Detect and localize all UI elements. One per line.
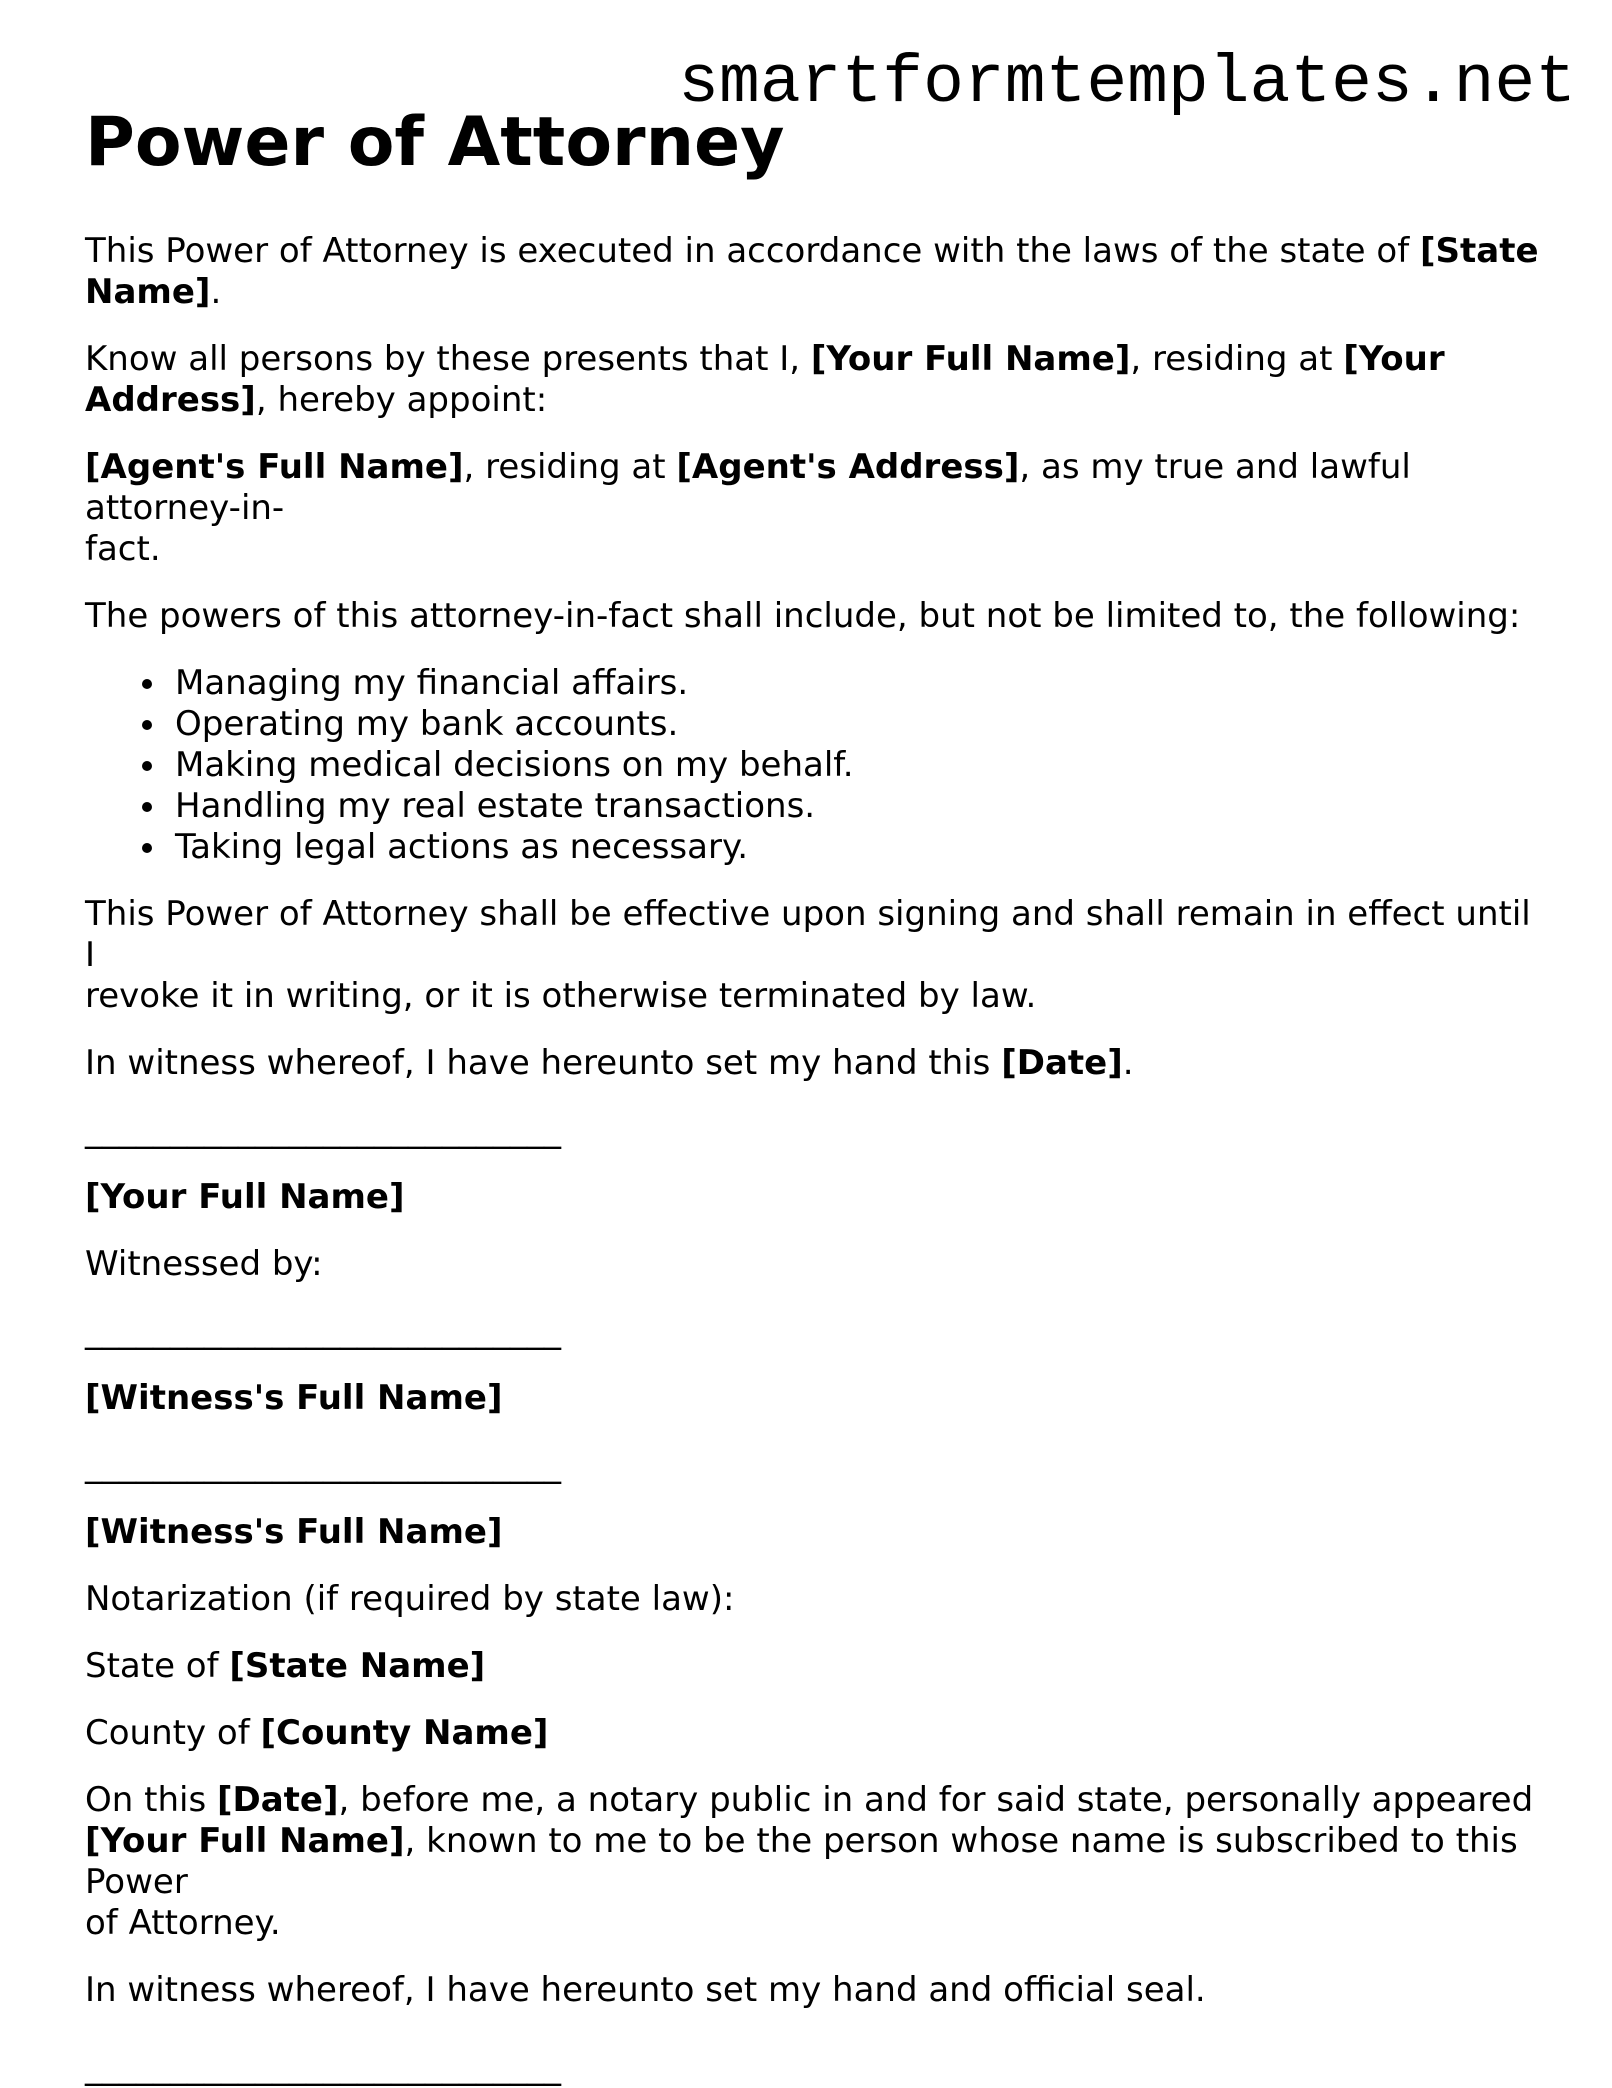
text-run: In witness whereof, I have hereunto set my hand and official seal. [85, 1970, 1206, 2010]
placeholder-field: [Your Full Name] [810, 339, 1131, 379]
notary-signature-line: ____________________________ [85, 2047, 561, 2087]
text-run: , hereby appoint: [255, 380, 548, 420]
placeholder-field: [Witness's Full Name] [85, 1378, 503, 1418]
page-title: Power of Attorney [85, 103, 785, 182]
placeholder-field: [Date] [216, 1780, 339, 1820]
witness2-signature-line: ____________________________ [85, 1445, 561, 1485]
text-run: This Power of Attorney shall be effective upon signing and shall remain in effect until I [85, 894, 1531, 975]
placeholder-field: Name] [85, 272, 211, 312]
powers-intro [85, 596, 1545, 637]
text-run: of Attorney. [85, 1903, 281, 1943]
text-run: This Power of Attorney is executed in accordance with the laws of the state of [85, 231, 1420, 271]
placeholder-field: [Witness's Full Name] [85, 1512, 503, 1552]
placeholder-field: [Your Full Name] [85, 1821, 405, 1861]
list-item: • Taking legal actions as necessary. [169, 827, 1545, 868]
principal-declaration [85, 339, 1545, 421]
text-run: . [1122, 1043, 1134, 1083]
placeholder-field: [Agent's Address] [676, 447, 1020, 487]
notary-county [85, 1713, 1545, 1754]
text-run: County of [85, 1713, 261, 1753]
text-run: State of [85, 1646, 230, 1686]
text-run: , residing at [463, 447, 677, 487]
effective-clause [85, 894, 1545, 1017]
text-run: On this [85, 1780, 217, 1820]
witness-clause [85, 1043, 1545, 1084]
list-item: • Making medical decisions on my behalf. [169, 745, 1545, 786]
placeholder-field: [State [1419, 231, 1539, 271]
text-run: The powers of this attorney-in-fact shall include, but not be limited to, the following: [85, 596, 1521, 636]
text-run: revoke it in writing, or it is otherwise terminated by law. [85, 976, 1037, 1016]
witness2-name-label [85, 1512, 1545, 1553]
text-run: , as my true and lawful attorney-in- [85, 447, 1411, 528]
text-run: , before me, a notary public in and for said state, personally appeared [338, 1780, 1534, 1820]
placeholder-field: [Date] [1001, 1043, 1123, 1083]
text-run: Know all persons by these presents that I, [85, 339, 811, 379]
placeholder-field: [State Name] [229, 1646, 486, 1686]
witness1-name-label [85, 1378, 1545, 1419]
list-item: • Managing my financial affairs. [169, 663, 1545, 704]
notary-seal-clause [85, 1970, 1545, 2011]
intro-governing-law [85, 231, 1545, 313]
agent-appointment [85, 447, 1545, 570]
principal-signature-line: ____________________________ [85, 1110, 561, 1150]
placeholder-field: [Agent's Full Name] [85, 447, 464, 487]
notarization-heading [85, 1579, 1545, 1620]
witness1-signature-line: ____________________________ [85, 1311, 561, 1351]
notary-state [85, 1646, 1545, 1687]
powers-list [85, 663, 1545, 868]
witnessed-by-label [85, 1244, 1545, 1285]
text-run: Witnessed by: [85, 1244, 323, 1284]
principal-name-label [85, 1177, 1545, 1218]
text-run: , known to me to be the person whose name is subscribed to this Power [85, 1821, 1518, 1902]
site-watermark: smartformtemplates.net [678, 45, 1576, 122]
text-run: fact. [85, 529, 161, 569]
placeholder-field: [County Name] [260, 1713, 549, 1753]
placeholder-field: Address] [85, 380, 256, 420]
list-item: • Operating my bank accounts. [169, 704, 1545, 745]
placeholder-field: [Your [1343, 339, 1445, 379]
placeholder-field: [Your Full Name] [85, 1177, 405, 1217]
notary-acknowledgment [85, 1780, 1545, 1944]
text-run: , residing at [1130, 339, 1344, 379]
text-run: Notarization (if required by state law): [85, 1579, 735, 1619]
list-item: • Handling my real estate transactions. [169, 786, 1545, 827]
text-run: In witness whereof, I have hereunto set my hand this [85, 1043, 1002, 1083]
text-run: . [210, 272, 222, 312]
